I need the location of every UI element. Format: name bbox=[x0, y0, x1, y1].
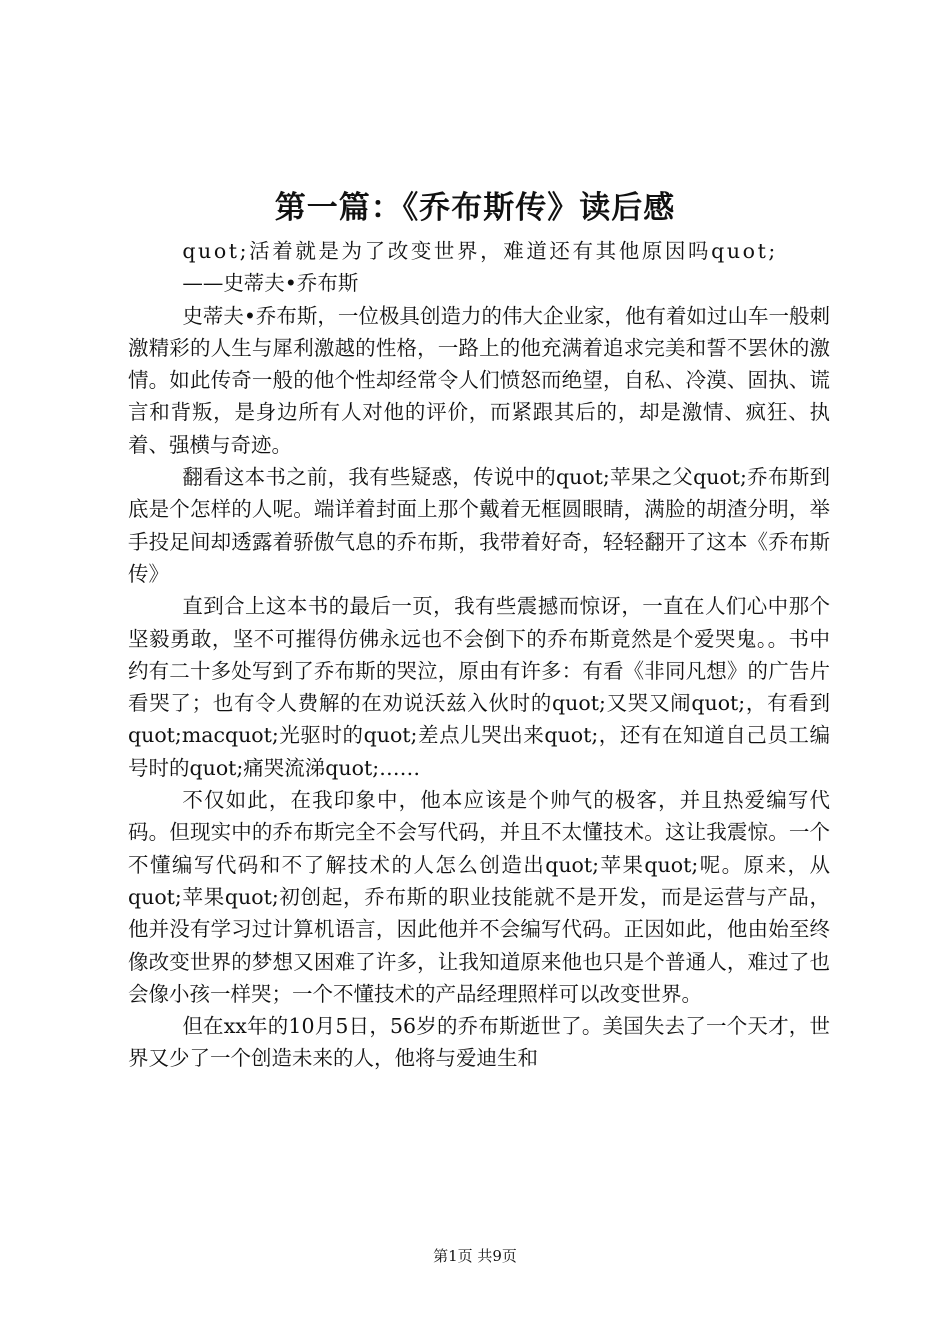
paragraph: 但在xx年的10月5日，56岁的乔布斯逝世了。美国失去了一个天才，世界又少了一个创造未来的人，他将与爱迪生和 bbox=[128, 1014, 830, 1071]
paragraph: 不仅如此，在我印象中，他本应该是个帅气的极客，并且热爱编写代码。但现实中的乔布斯完全不会写代码，并且不太懂技术。这让我震惊。一个不懂编写代码和不了解技术的人怎么创造出quot;苹果quot;呢。原来，从quot;苹果quot;初创起，乔布斯的职业技能就不是开发，而是运营与产品，他并没有学习过计算机语言，因此他并不会编写代码。正因如此，他由始至终像改变世界的梦想又困难了许多，让我知道原来他也只是个普通人，难过了也会像小孩一样哭；一个不懂技术的产品经理照样可以改变世界。 bbox=[128, 788, 830, 1006]
paragraph: 史蒂夫•乔布斯，一位极具创造力的伟大企业家，他有着如过山车一般刺激精彩的人生与犀利激越的性格，一路上的他充满着追求完美和誓不罢休的激情。如此传奇一般的他个性却经常令人们愤怒而绝望，自私、冷漠、固执、谎言和背叛，是身边所有人对他的评价，而紧跟其后的，却是激情、疯狂、执着、强横与奇迹。 bbox=[128, 303, 830, 457]
paragraph: 直到合上这本书的最后一页，我有些震撼而惊讶，一直在人们心中那个坚毅勇敢，坚不可摧得仿佛永远也不会倒下的乔布斯竟然是个爱哭鬼。。书中约有二十多处写到了乔布斯的哭泣，原由有许多：有看《非同凡想》的广告片看哭了；也有令人费解的在劝说沃兹入伙时的quot;又哭又闹quot;，有看到quot;macquot;光驱时的quot;差点儿哭出来quot;，还有在知道自己员工编号时的quot;痛哭流涕quot;…… bbox=[128, 594, 830, 780]
epigraph-attribution: ——史蒂夫•乔布斯 bbox=[182, 271, 359, 296]
epigraph-quote: quot;活着就是为了改变世界，难道还有其他原因吗quot; bbox=[182, 239, 778, 263]
document-title: 第一篇：《乔布斯传》读后感 bbox=[274, 190, 676, 226]
document-body bbox=[128, 235, 830, 1075]
paragraph: 翻看这本书之前，我有些疑惑，传说中的quot;苹果之父quot;乔布斯到底是个怎样的人呢。端详着封面上那个戴着无框圆眼睛，满脸的胡渣分明，举手投足间却透露着骄傲气息的乔布斯，我带着好奇，轻轻翻开了这本《乔布斯传》 bbox=[128, 465, 830, 586]
page-number-footer: 第1页 共9页 bbox=[433, 1247, 517, 1265]
